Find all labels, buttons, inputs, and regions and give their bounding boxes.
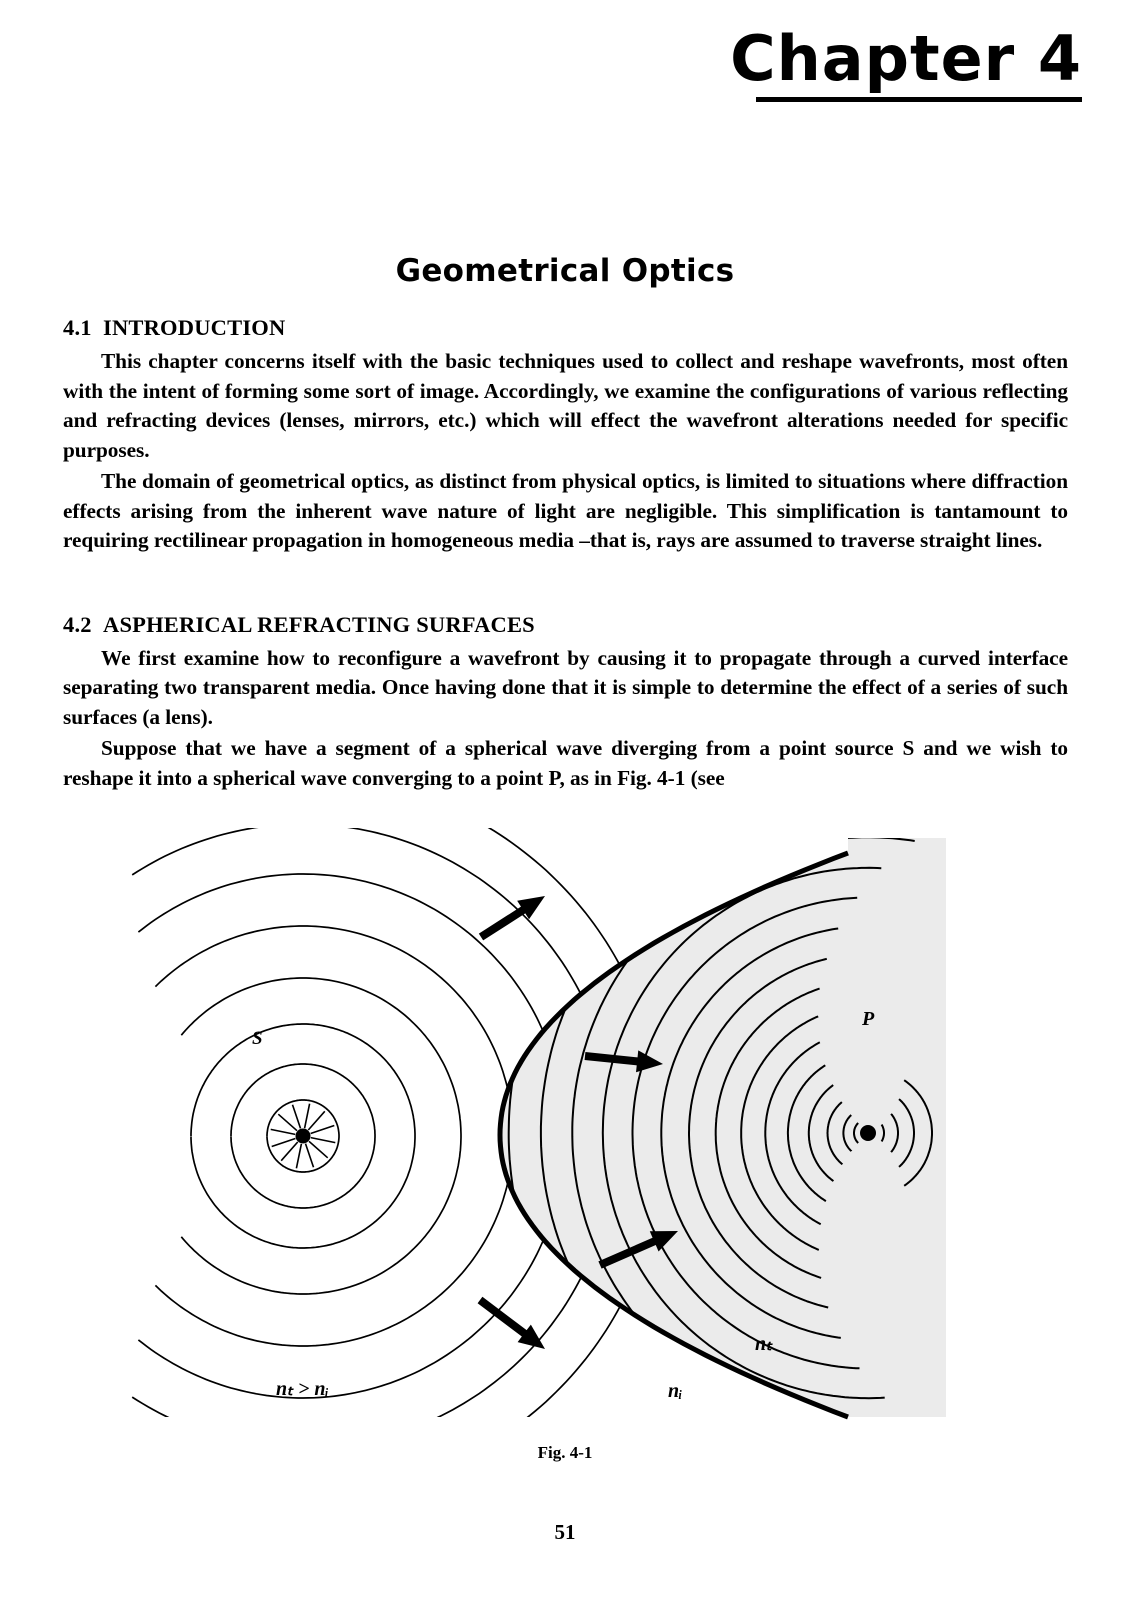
section-number-4-1: 4.1 [63,315,92,340]
source-ray [296,1144,301,1169]
label-index-incident: nᵢ [668,1380,683,1402]
figure-4-1-svg [0,828,1130,1528]
dense-medium-region [500,838,946,1417]
paragraph-4-2-2: Suppose that we have a segment of a spherical wave diverging from a point source S and we wish to reshape it into a spherical wave converging to a point P, as in Fig. 4-1 (see [63,736,1068,790]
label-focus-P: P [862,1008,875,1030]
source-ray [309,1141,328,1158]
chapter-header [562,22,1082,102]
source-ray [278,1114,297,1131]
section-heading-4-1 [63,315,1068,341]
source-ray [272,1139,296,1147]
source-ray [293,1105,301,1129]
section-number-4-2: 4.2 [63,611,92,637]
paragraph-4-1-2: The domain of geometrical optics, as distinct from physical optics, is limited to situations where diffraction effects arising from the inherent wave nature of light are negligible. This simplification is tantamount to requiring rectilinear propagation in homogeneous media –that is, rays are assumed to traverse straight lines. [63,469,1068,552]
label-source-S: S [252,1028,263,1049]
source-ray [308,1111,325,1130]
page-title: Geometrical Optics [395,253,735,289]
chapter-rule [756,97,1082,102]
section-heading-4-2 [63,612,1068,638]
text-column [63,315,1068,793]
focus-point [860,1125,876,1141]
section-title-4-1: INTRODUCTION [103,315,286,340]
incident-wavefront [155,926,513,1346]
section-title-4-2: ASPHERICAL REFRACTING SURFACES [103,611,535,637]
label-index-inequality: nₜ > nᵢ [276,1378,329,1400]
label-index-transmitted: nₜ [755,1333,773,1355]
source-ray [311,1138,336,1143]
figure-caption: Fig. 4-1 [537,1443,593,1462]
chapter-title: Chapter 4 [730,22,1082,95]
source-ray [305,1104,310,1129]
source-ray [306,1144,314,1168]
page-number: 51 [554,1520,576,1544]
paragraph-4-2-1: We first examine how to reconfigure a wavefront by causing it to propagate through a curved interface separating two transparent media. Once having done that it is simple to determine the effect of a series of such surfaces (a lens). [63,645,1068,729]
propagation-arrow-incident-upper [479,896,545,940]
figure-4-1 [0,828,1130,1528]
source-ray [311,1126,335,1134]
source-point [296,1129,311,1144]
paragraph-4-1-1: This chapter concerns itself with the basic techniques used to collect and reshape wavefronts, most often with the intent of forming some sort of image. Accordingly, we examine the configurations of various reflecting and refracting devices (lenses, mirrors, etc.) which will effect the wavefront alterations needed for specific purposes. [63,349,1068,462]
source-ray [271,1129,296,1134]
source-ray [281,1142,298,1161]
